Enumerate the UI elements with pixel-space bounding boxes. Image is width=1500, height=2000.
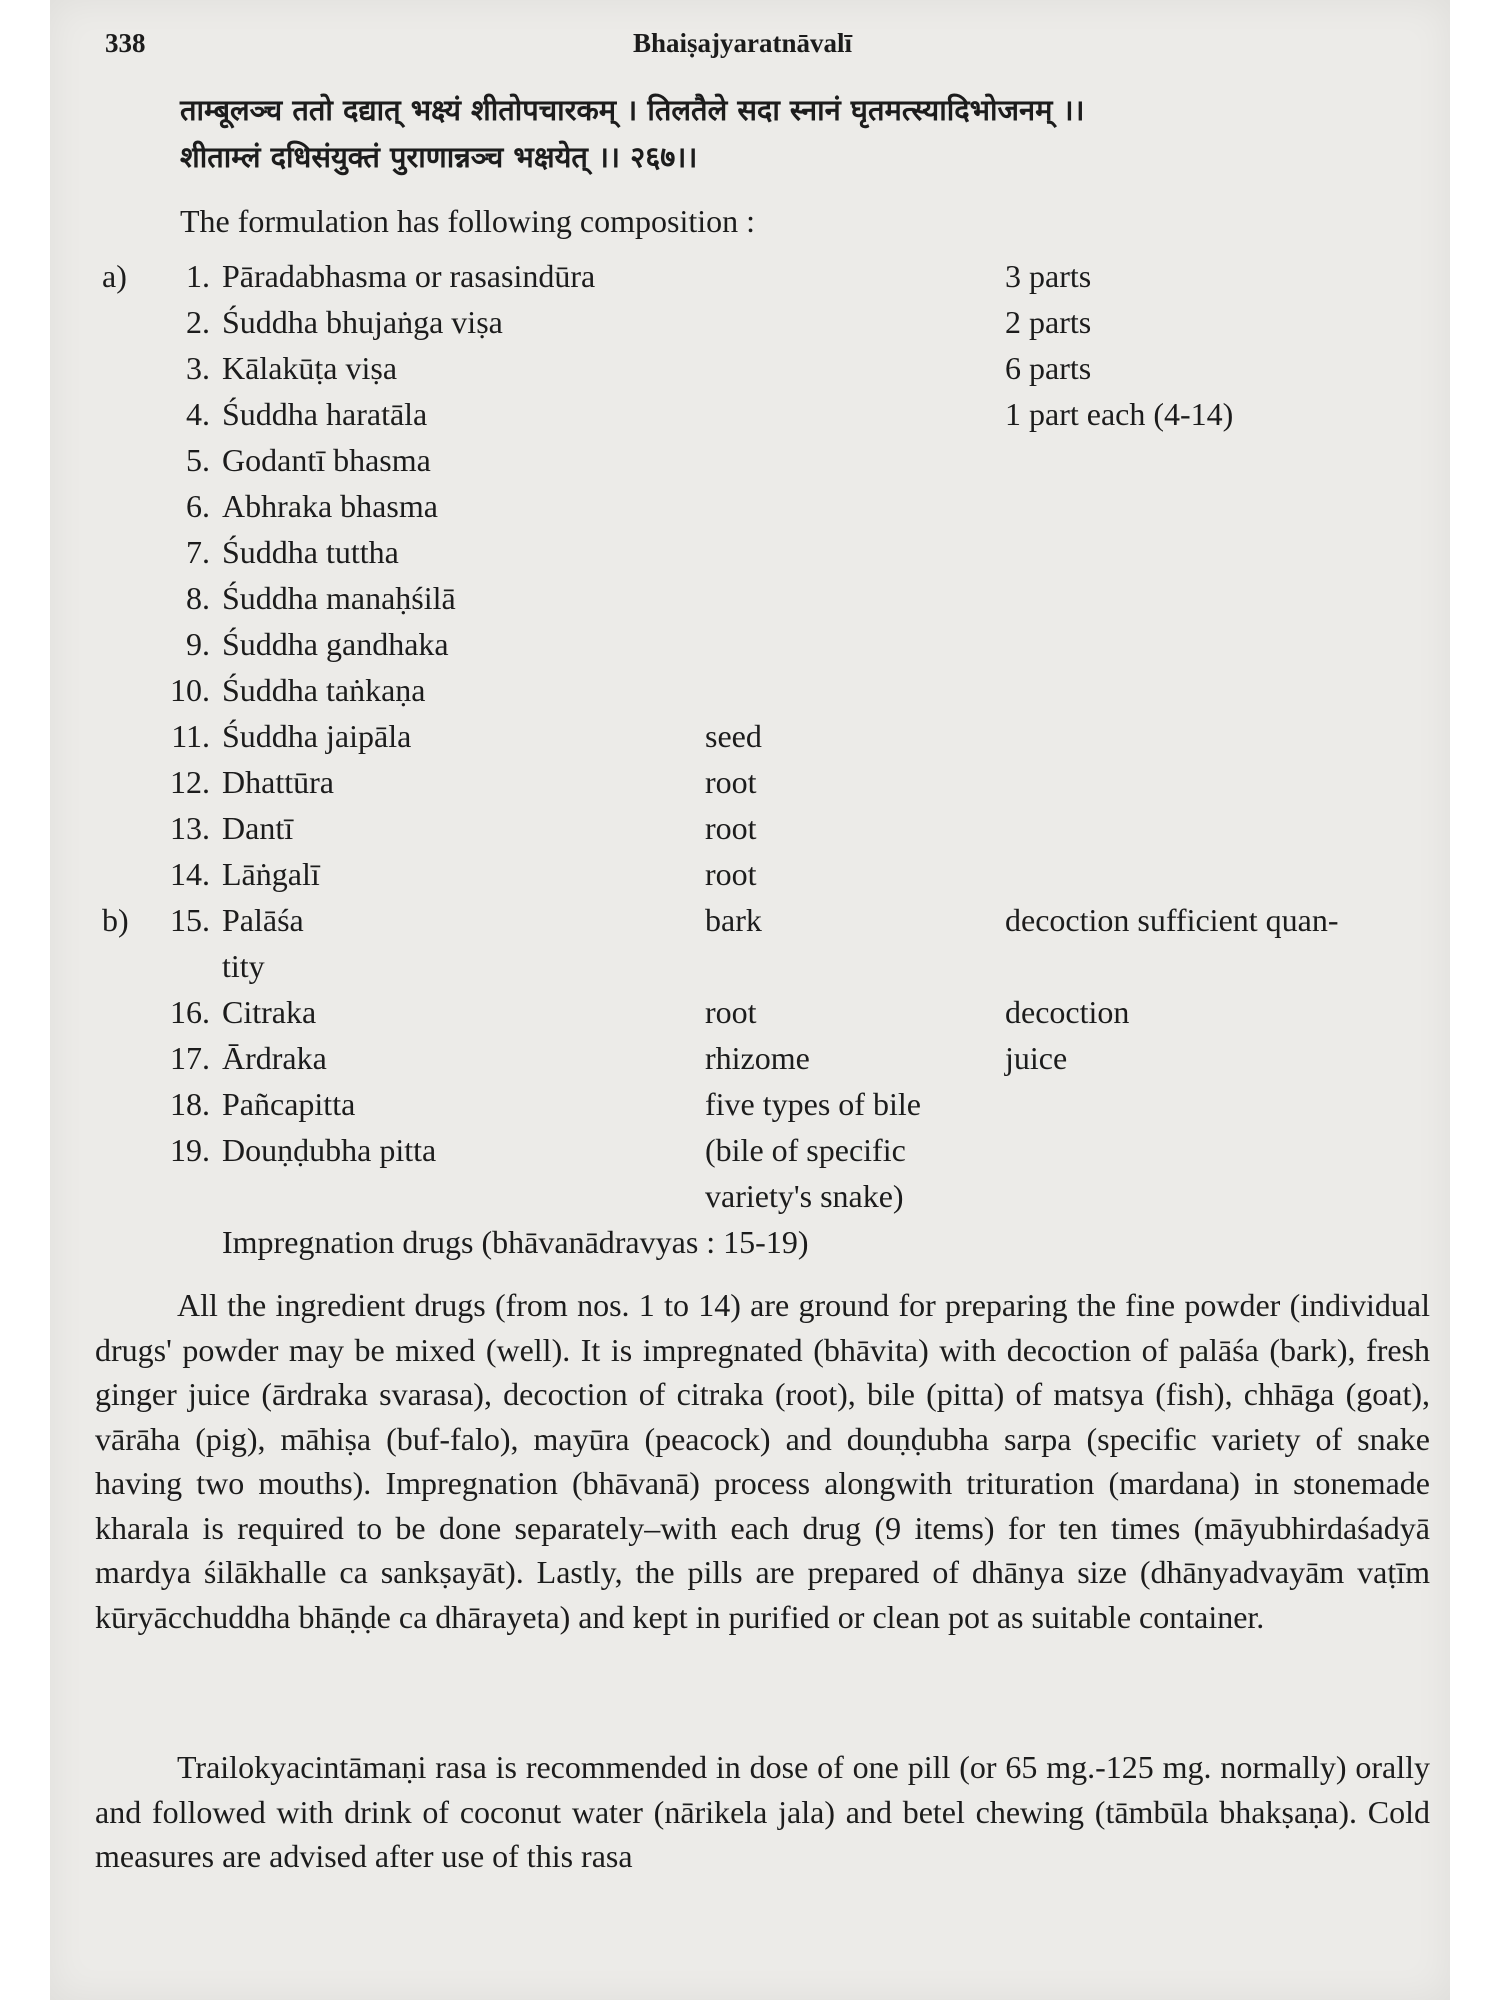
ingredient-number: 3. <box>186 350 210 386</box>
impregnation-drugs-label: Impregnation drugs (bhāvanādravyas : 15-19) <box>222 1224 809 1260</box>
ingredient-number: 17. <box>170 1040 210 1076</box>
ingredient-note: 1 part each (4-14) <box>1005 396 1234 432</box>
ingredient-part: root <box>705 856 757 892</box>
ingredient-name: Lāṅgalī <box>222 856 320 892</box>
ingredient-part: bark <box>705 902 762 938</box>
ingredient-name: Ārdraka <box>222 1040 327 1076</box>
preparation-paragraph <box>95 1283 1430 1639</box>
ingredient-number: 14. <box>170 856 210 892</box>
ingredient-number: 18. <box>170 1086 210 1122</box>
ingredient-name: Dantī <box>222 810 294 846</box>
ingredient-part: rhizome <box>705 1040 810 1076</box>
ingredient-name: Śuddha taṅkaṇa <box>222 672 426 708</box>
dosage-paragraph <box>95 1745 1430 1879</box>
ingredient-note: 2 parts <box>1005 304 1092 340</box>
ingredient-name: Douṇḍubha pitta <box>222 1132 437 1168</box>
ingredient-name: Abhraka bhasma <box>222 488 438 524</box>
ingredient-part: variety's snake) <box>705 1178 904 1214</box>
ingredient-name: Pāradabhasma or rasasindūra <box>222 258 596 294</box>
composition-intro: The formulation has following composition : <box>180 203 756 239</box>
ingredient-name: Godantī bhasma <box>222 442 431 478</box>
ingredient-name: Śuddha jaipāla <box>222 718 412 754</box>
ingredient-part: root <box>705 994 757 1030</box>
ingredient-number: 10. <box>170 672 210 708</box>
ingredient-part: root <box>705 810 757 846</box>
ingredient-name: Pañcapitta <box>222 1086 356 1122</box>
ingredient-name: Dhattūra <box>222 764 334 800</box>
ingredient-number: 11. <box>171 718 210 754</box>
ingredient-name: tity <box>222 948 265 984</box>
ingredient-name: Palāśa <box>222 902 304 938</box>
ingredient-number: 13. <box>170 810 210 846</box>
ingredient-number: 16. <box>170 994 210 1030</box>
ingredient-name: Śuddha haratāla <box>222 396 428 432</box>
ingredient-number: 4. <box>186 396 210 432</box>
sanskrit-verse-line-2: शीताम्लं दधिसंयुक्तं पुराणान्नञ्च भक्षयेत् ।। २६७।। <box>180 140 698 174</box>
running-header <box>105 28 1380 68</box>
ingredient-number: 12. <box>170 764 210 800</box>
ingredient-number: 1. <box>186 258 210 294</box>
book-page <box>50 0 1450 2000</box>
ingredient-group: a) <box>102 258 127 294</box>
ingredient-number: 6. <box>186 488 210 524</box>
ingredient-name: Kālakūṭa viṣa <box>222 350 398 386</box>
ingredient-note: decoction sufficient quan- <box>1005 902 1339 938</box>
ingredient-number: 15. <box>170 902 210 938</box>
ingredient-name: Śuddha bhujaṅga viṣa <box>222 304 503 340</box>
ingredient-number: 19. <box>170 1132 210 1168</box>
ingredient-part: root <box>705 764 757 800</box>
ingredient-name: Śuddha gandhaka <box>222 626 449 662</box>
ingredient-note: decoction <box>1005 994 1130 1030</box>
ingredient-group: b) <box>102 902 129 938</box>
book-title: Bhaiṣajyaratnāvalī <box>632 28 853 58</box>
ingredient-name: Citraka <box>222 994 317 1030</box>
ingredient-number: 8. <box>186 580 210 616</box>
ingredient-part: five types of bile <box>705 1086 921 1122</box>
ingredient-note: 3 parts <box>1005 258 1092 294</box>
sanskrit-verse-line-1: ताम्बूलञ्च ततो दद्यात् भक्ष्यं शीतोपचारकम् । तिलतैले सदा स्नानं घृतमत्स्यादिभोजनम् ।। <box>180 93 1085 127</box>
ingredient-number: 9. <box>186 626 210 662</box>
ingredient-note: juice <box>1005 1040 1068 1076</box>
paragraph-text: All the ingredient drugs (from nos. 1 to 14) are ground for preparing the fine powder (individual drugs' powder may be mixed (well). It is impregnated (bhāvita) with decoction of palāśa (bark), fresh ginger juice (ārdraka svarasa), decoction of citraka (root), bile (pitta) of matsya (fish), chhāga (goat), vārāha (pig), māhiṣa (buf-falo), mayūra (peacock) and douṇḍubha sarpa (specific variety of snake having two mouths). Impregnation (bhāvanā) process alongwith trituration (mardana) in stonemade kharala is required to be done separately–with each drug (9 items) for ten times (māyubhirdaśadyā mardya śilākhalle ca sankṣayāt). Lastly, the pills are prepared of dhānya size (dhānyadvayām vaṭīm kūryācchuddha bhāṇḍe ca dhārayeta) and kept in purified or clean pot as suitable container. <box>95 1287 1430 1635</box>
ingredient-part: seed <box>705 718 762 754</box>
ingredient-name: Śuddha tuttha <box>222 534 399 570</box>
ingredient-part: (bile of specific <box>705 1132 906 1168</box>
page-number: 338 <box>105 28 146 58</box>
ingredient-name: Śuddha manaḥśilā <box>222 580 456 616</box>
ingredient-number: 5. <box>186 442 210 478</box>
ingredient-number: 2. <box>186 304 210 340</box>
ingredient-note: 6 parts <box>1005 350 1092 386</box>
ingredient-number: 7. <box>186 534 210 570</box>
paragraph-text: Trailokyacintāmaṇi rasa is recommended in dose of one pill (or 65 mg.-125 mg. normally) orally and followed with drink of coconut water (nārikela jala) and betel chewing (tāmbūla bhakṣaṇa). Cold measures are advised after use of this rasa <box>95 1749 1430 1874</box>
